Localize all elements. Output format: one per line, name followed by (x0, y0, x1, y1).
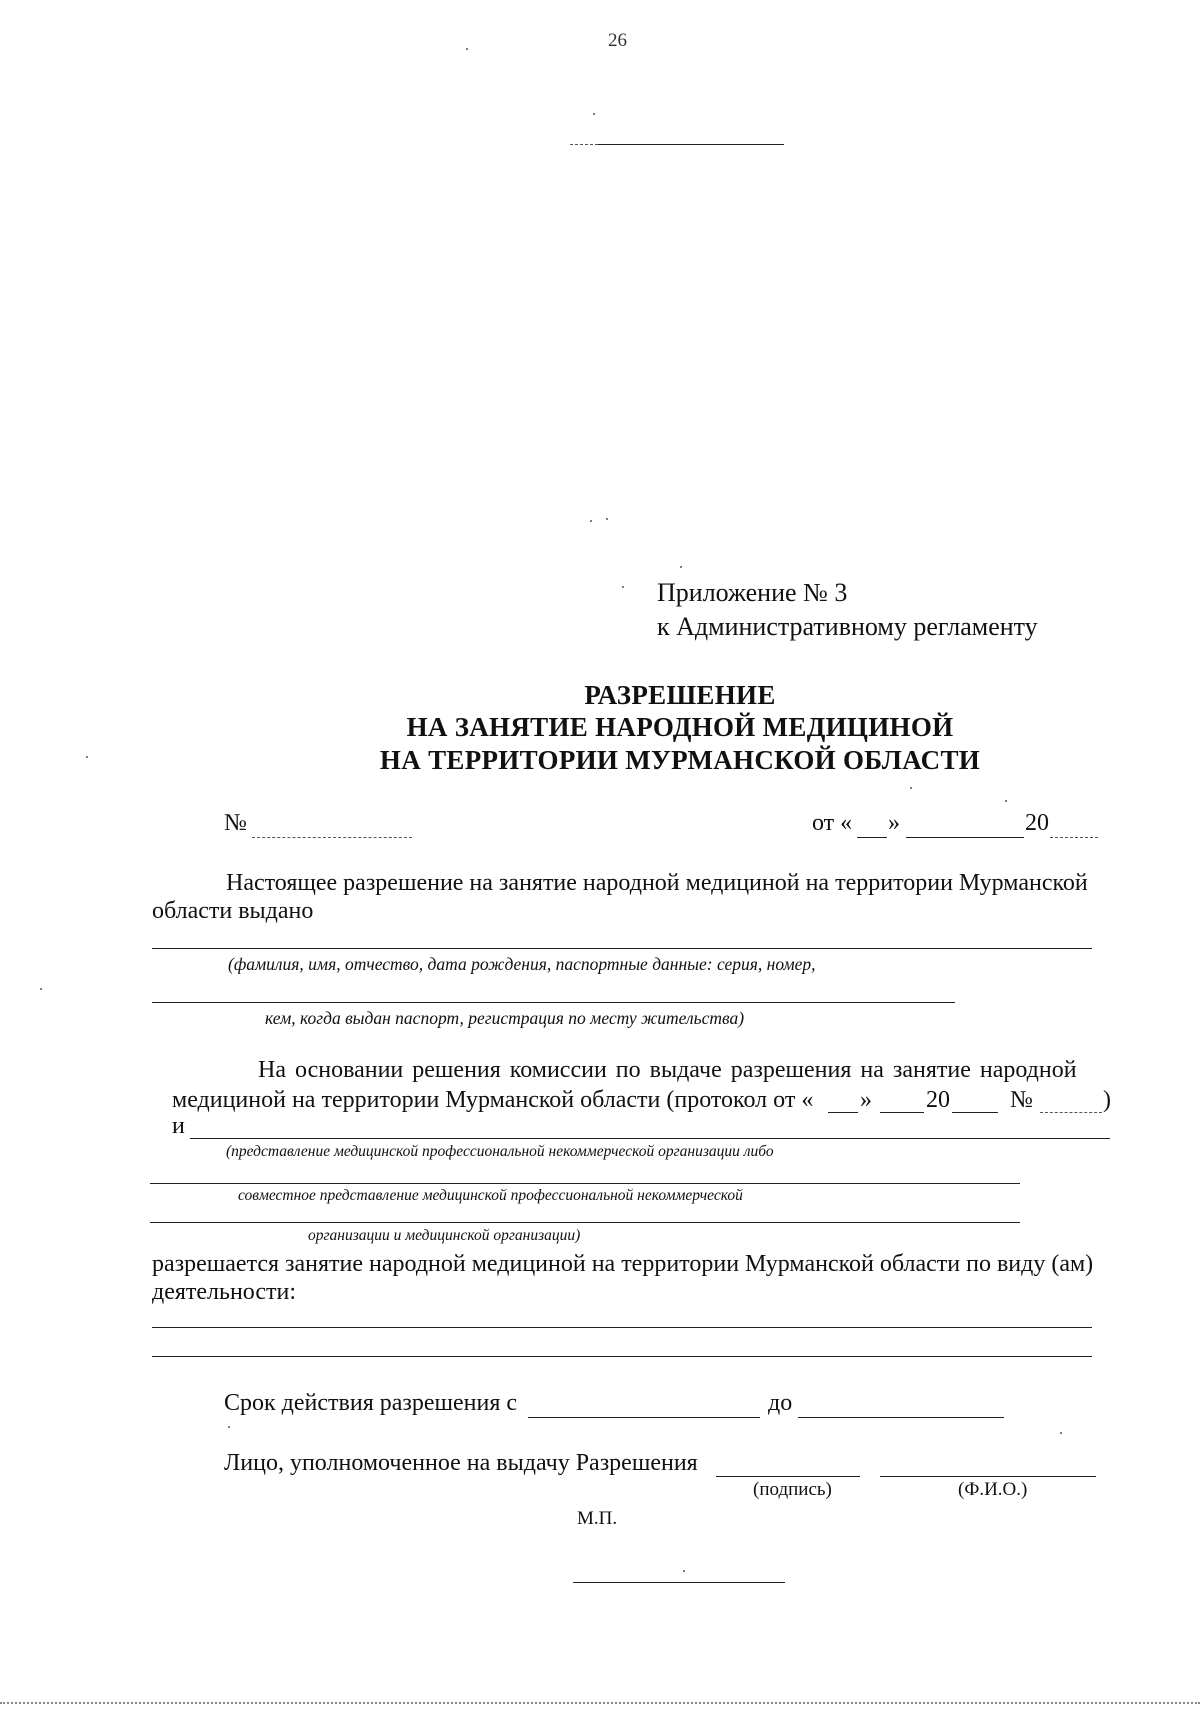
signature-field[interactable] (716, 1476, 860, 1477)
appendix-reference: к Административному регламенту (657, 612, 1038, 641)
protocol-day-field[interactable] (828, 1112, 858, 1113)
document-title-line2: НА ЗАНЯТИЕ НАРОДНОЙ МЕДИЦИНОЙ (406, 712, 954, 742)
date-year-prefix: 20 (1025, 810, 1049, 836)
date-month-field[interactable] (906, 837, 1024, 838)
page-number: 26 (608, 30, 627, 51)
representation-field-line2[interactable] (150, 1183, 1020, 1184)
protocol-number-sign: № (1010, 1087, 1033, 1113)
scan-speck (606, 518, 608, 520)
authorized-person-label: Лицо, уполномоченное на выдачу Разрешения (224, 1450, 698, 1476)
basis-text-line2: медициной на территории Мурманской области (протокол от « (172, 1087, 814, 1113)
number-field[interactable] (252, 837, 412, 838)
issued-text-line2: области выдано (152, 898, 314, 924)
date-year-field[interactable] (1050, 837, 1098, 838)
representation-field[interactable] (190, 1138, 1110, 1139)
full-name-caption: (Ф.И.О.) (958, 1479, 1028, 1500)
signature-caption: (подпись) (753, 1479, 832, 1500)
permitted-text: разрешается занятие народной медициной на территории Мурманской области по виду (ам) (152, 1251, 1094, 1277)
issued-text: Настоящее разрешение на занятие народной медициной на территории Мурманской (226, 870, 1088, 896)
activity-type-field[interactable] (152, 1327, 1092, 1328)
validity-to-field[interactable] (798, 1417, 1004, 1418)
date-day-field[interactable] (857, 837, 887, 838)
organization-note: организации и медицинской организации) (308, 1227, 581, 1244)
scan-speck (40, 988, 42, 990)
top-separator (598, 144, 784, 145)
passport-details-note: кем, когда выдан паспорт, регистрация по месту жительства) (265, 1008, 745, 1028)
appendix-number: Приложение № 3 (657, 578, 848, 607)
bottom-separator (573, 1582, 785, 1583)
scan-speck (593, 113, 595, 115)
protocol-number-field[interactable] (1040, 1112, 1102, 1113)
person-details-note: (фамилия, имя, отчество, дата рождения, паспортные данные: серия, номер, (228, 954, 816, 974)
document-title-line3: НА ТЕРРИТОРИИ МУРМАНСКОЙ ОБЛАСТИ (379, 745, 981, 775)
top-separator-dash (570, 144, 598, 145)
joint-representation-note: совместное представление медицинской профессиональной некоммерческой (238, 1187, 743, 1204)
validity-from-field[interactable] (528, 1417, 760, 1418)
scan-speck (680, 566, 682, 568)
basis-text: На основании решения комиссии по выдаче разрешения на занятие народной (258, 1057, 1077, 1083)
full-name-field[interactable] (880, 1476, 1096, 1477)
scan-speck (1060, 1432, 1062, 1434)
scan-speck (228, 1426, 230, 1428)
conjunction-and: и (172, 1113, 185, 1139)
date-close-quote: » (888, 810, 900, 836)
permitted-text-line2: деятельности: (152, 1279, 297, 1305)
validity-to-label: до (768, 1390, 793, 1416)
protocol-year-prefix: 20 (926, 1087, 950, 1113)
protocol-month-field[interactable] (880, 1112, 924, 1113)
scan-speck (1005, 800, 1007, 802)
scan-speck (683, 1570, 685, 1572)
scan-edge-artifact (0, 1702, 1200, 1704)
scan-speck (910, 787, 912, 789)
representation-note: (представление медицинской профессиональной некоммерческой организации либо (226, 1143, 774, 1160)
protocol-close-paren: ) (1103, 1087, 1111, 1113)
person-details-field[interactable] (152, 948, 1092, 949)
activity-type-field-line2[interactable] (152, 1356, 1092, 1357)
representation-field-line3[interactable] (150, 1222, 1020, 1223)
document-title: РАЗРЕШЕНИЕ (584, 680, 776, 710)
date-prefix: от « (812, 810, 853, 836)
number-sign: № (224, 810, 247, 836)
passport-details-field[interactable] (152, 1002, 955, 1003)
seal-place: М.П. (577, 1508, 618, 1529)
scan-speck (622, 586, 624, 588)
protocol-year-field[interactable] (952, 1112, 998, 1113)
validity-from-label: Срок действия разрешения с (224, 1390, 518, 1416)
scan-speck (590, 520, 592, 522)
protocol-close-quote: » (860, 1087, 872, 1113)
